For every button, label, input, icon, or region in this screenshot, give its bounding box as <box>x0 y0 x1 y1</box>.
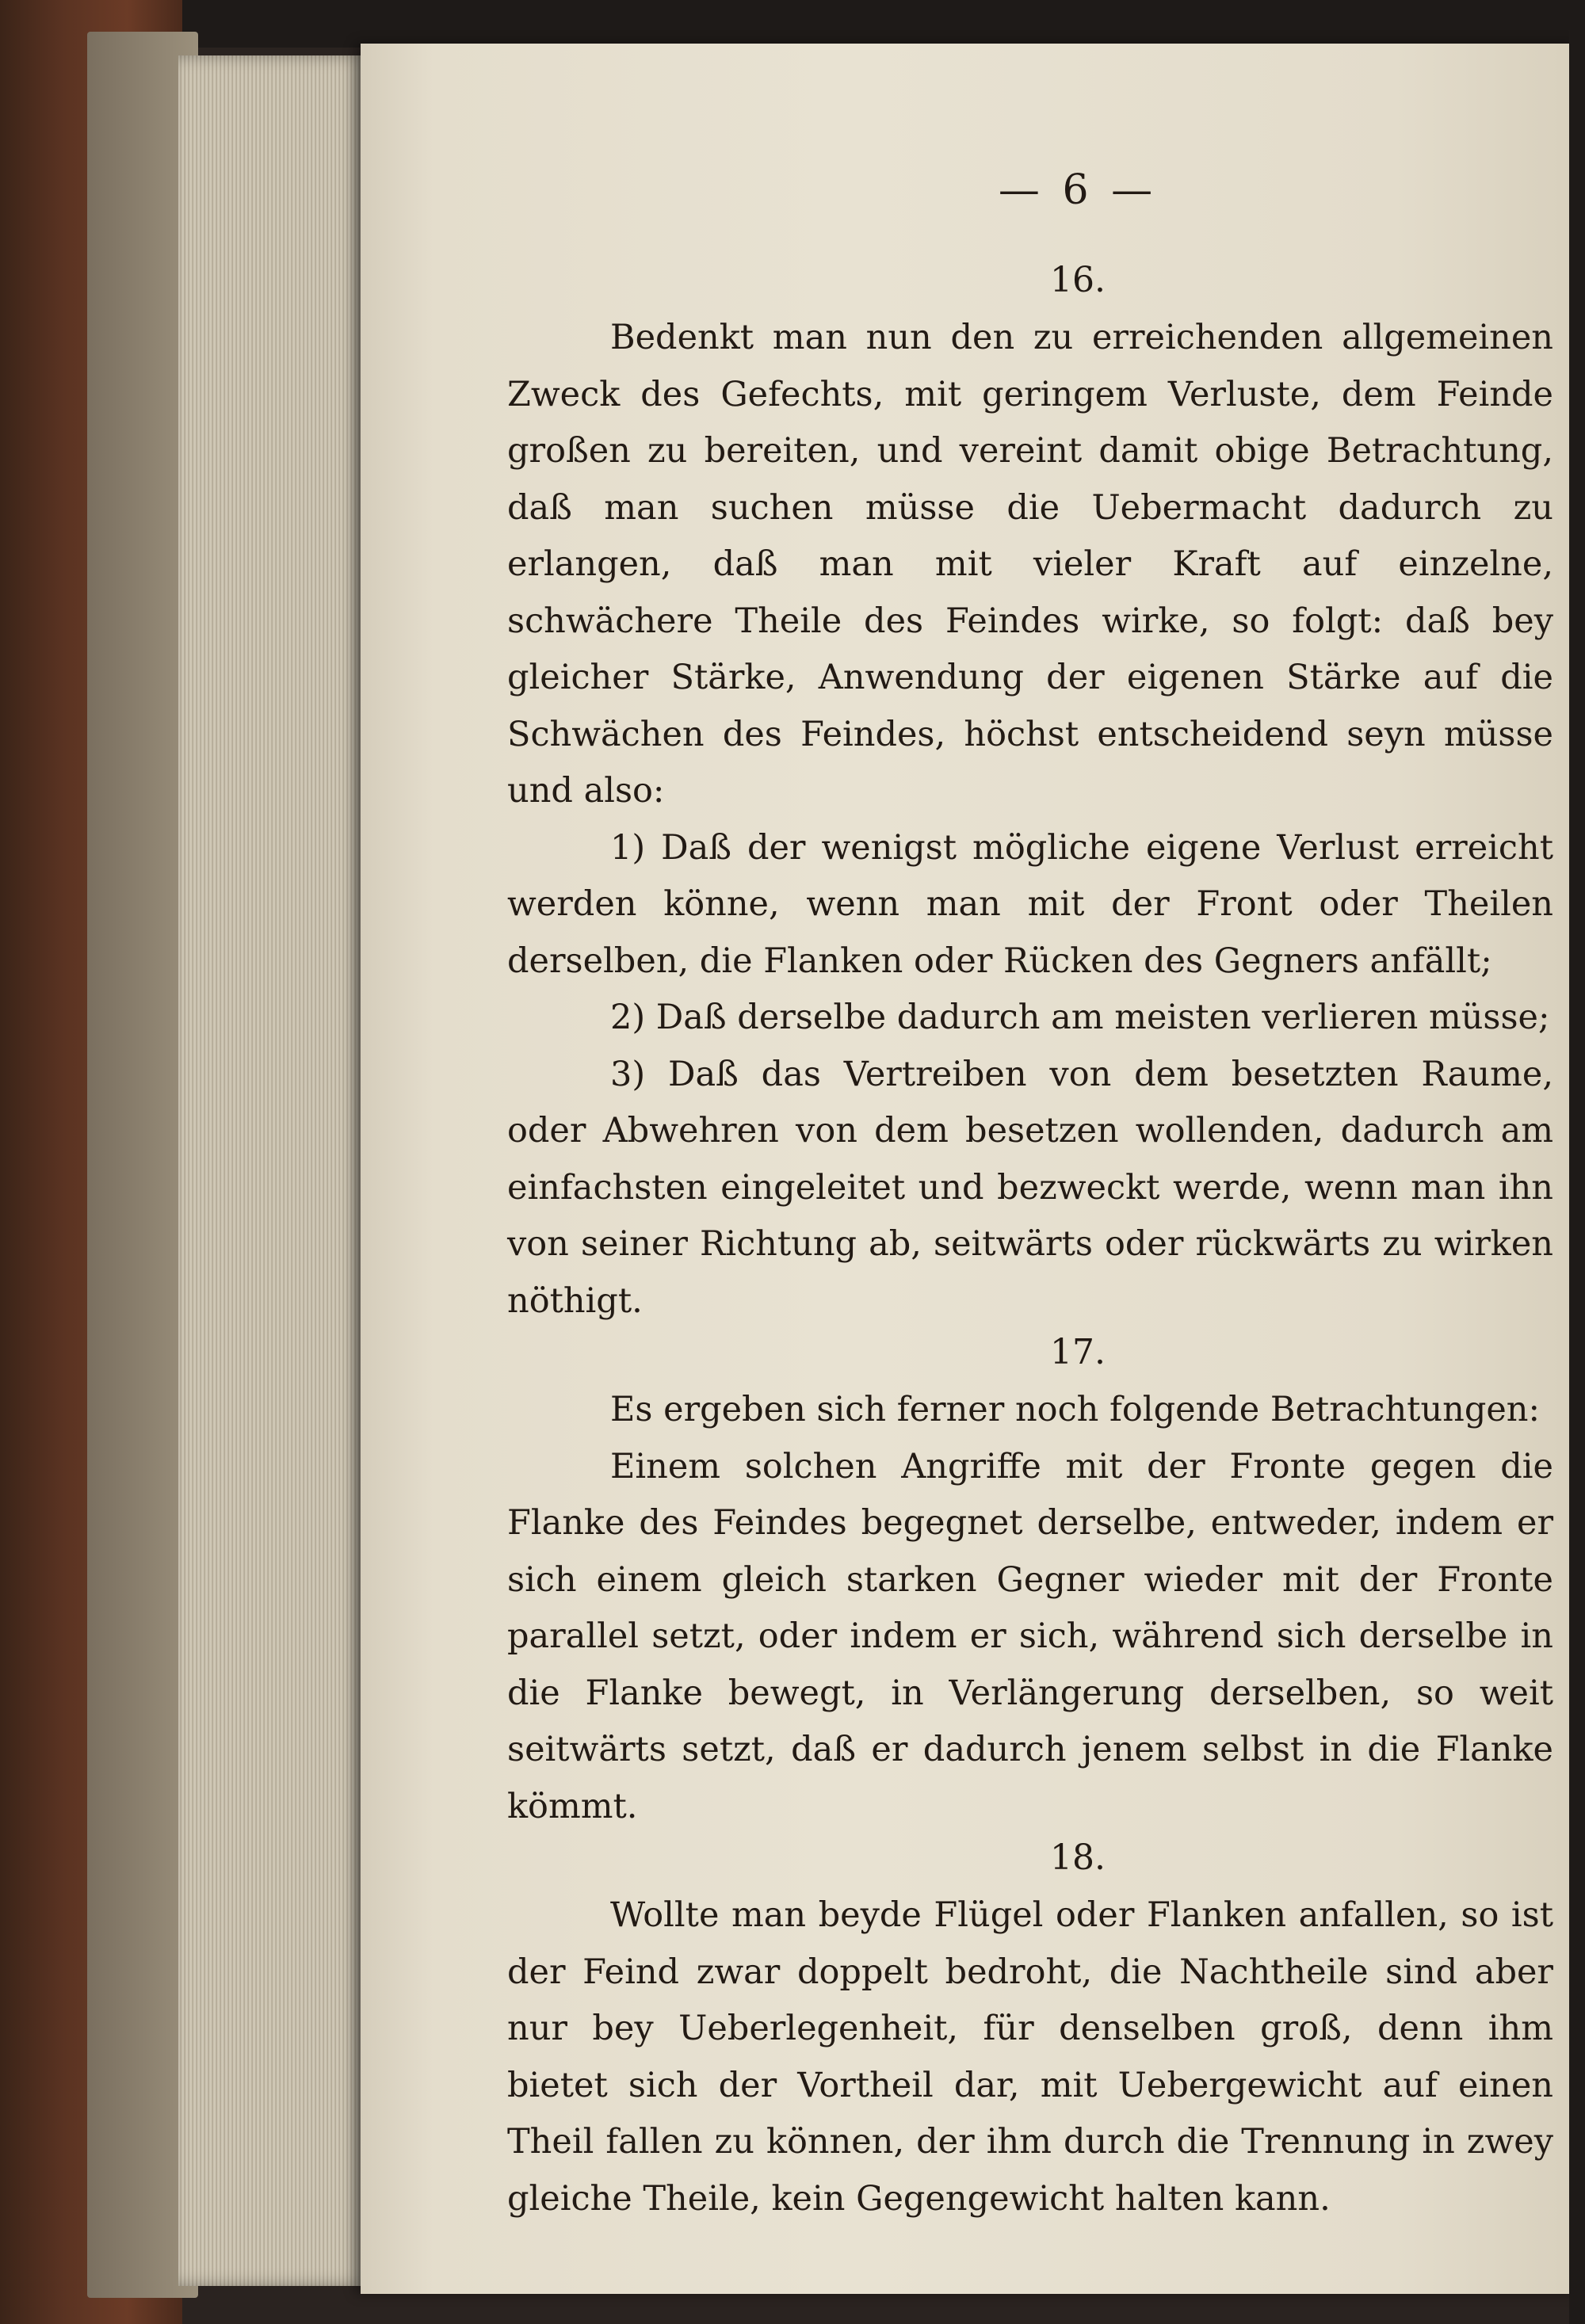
section-number: 16. <box>1050 260 1106 300</box>
page-text <box>507 166 1553 2227</box>
section-number: 17. <box>1050 1332 1106 1372</box>
list-item: 1) Daß der wenigst mögliche eigene Verlust erreicht werden könne, wenn man mit der Front oder Theilen derselben, die Flanken oder Rücken des Gegners anfällt; <box>507 827 1553 981</box>
scan-background-right <box>1569 0 1585 2324</box>
section-number: 18. <box>1050 1837 1106 1878</box>
paragraph: Einem solchen Angriffe mit der Fronte gegen die Flanke des Feindes begegnet derselbe, entweder, indem er sich einem gleich starken Gegner wieder mit der Fronte parallel setzt, oder indem er sich, während sich derselbe in die Flanke bewegt, in Verlängerung derselben, so weit seitwärts setzt, daß er dadurch jenem selbst in die Flanke kömmt. <box>507 1446 1553 1826</box>
list-item: 2) Daß derselbe dadurch am meisten verlieren müsse; <box>610 998 1550 1037</box>
paragraph: Es ergeben sich ferner noch folgende Betrachtungen: <box>610 1390 1540 1429</box>
page-stack-edges <box>178 55 365 2286</box>
paragraph: Bedenkt man nun den zu erreichenden allgemeinen Zweck des Gefechts, mit geringem Verluste, dem Feinde großen zu bereiten, und vereint damit obige Betrachtung, daß man suchen müsse die Uebermacht dadurch zu erlangen, daß man mit vieler Kraft auf einzelne, schwächere Theile des Feindes wirke, so folgt: daß bey gleicher Stärke, Anwendung der eigenen Stärke auf die Schwächen des Feindes, höchst entscheidend seyn müsse und also: <box>507 318 1553 811</box>
list-item: 3) Daß das Vertreiben von dem besetzten Raume, oder Abwehren von dem besetzen wollenden, dadurch am einfachsten eingeleitet und bezweckt werde, wenn man ihn von seiner Richtung ab, seitwärts oder rückwärts zu wirken nöthigt. <box>507 1054 1553 1321</box>
scan-background-top <box>0 0 1585 48</box>
page-header: — 6 — <box>998 166 1158 214</box>
paragraph: Wollte man beyde Flügel oder Flanken anfallen, so ist der Feind zwar doppelt bedroht, die Nachtheile sind aber nur bey Ueberlegenheit, für denselben groß, denn ihm bietet sich der Vortheil dar, mit Uebergewicht auf einen Theil fallen zu können, der ihm durch die Trennung in zwey gleiche Theile, kein Gegengewicht halten kann. <box>507 1895 1553 2219</box>
